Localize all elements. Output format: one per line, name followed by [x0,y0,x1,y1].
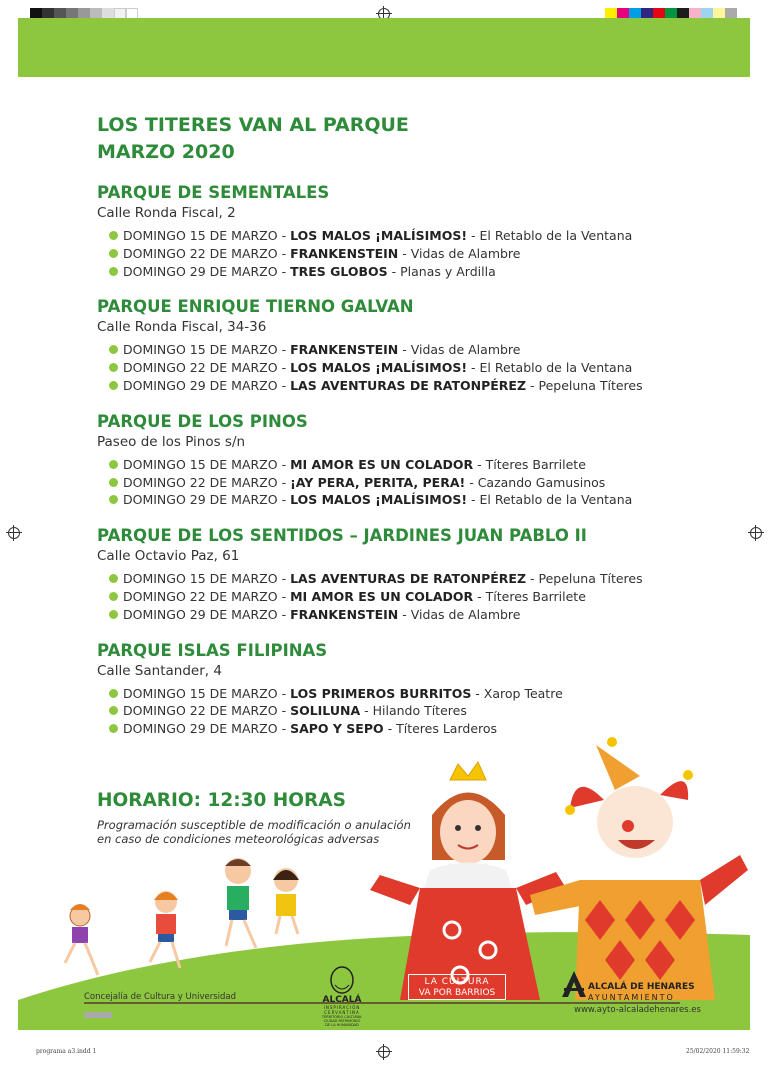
alcala-tag-2: CERVANTINA [324,1010,360,1015]
small-logo [84,1012,112,1018]
park-name: PARQUE DE LOS PINOS [97,411,308,431]
show-date: DOMINGO 15 DE MARZO [123,342,278,358]
show-date: DOMINGO 22 DE MARZO [123,588,278,604]
show-company: Títeres Barrilete [485,456,586,472]
show-item: DOMINGO 15 DE MARZO - LOS PRIMEROS BURRITOS - Xarop Teatre [97,685,717,703]
show-title: FRANKENSTEIN [290,342,399,358]
alcala-word: ALCALÁ [322,995,362,1005]
show-company: Títeres Larderos [396,721,498,737]
show-date: DOMINGO 22 DE MARZO [123,703,278,719]
kid-figure-4 [273,868,299,934]
show-item: DOMINGO 29 DE MARZO - SAPO Y SEPO - Títeres Larderos [97,720,717,738]
show-item: DOMINGO 22 DE MARZO - ¡AY PERA, PERITA, PERA! - Cazando Gamusinos [97,474,717,492]
show-item: DOMINGO 29 DE MARZO - TRES GLOBOS - Planas y Ardilla [97,263,717,281]
show-company: El Retablo de la Ventana [479,228,633,243]
show-date: DOMINGO 29 DE MARZO [123,377,278,393]
show-title: FRANKENSTEIN [290,606,399,622]
alcala-tag-1: INSPIRACIÓN [323,1005,361,1010]
print-slug-file: programa a3.indd 1 [36,1048,97,1055]
show-company: El Retablo de la Ventana [479,492,633,508]
show-date: DOMINGO 29 DE MARZO [123,492,278,508]
park-name: PARQUE ISLAS FILIPINAS [97,640,328,660]
show-item: DOMINGO 15 DE MARZO - FRANKENSTEIN - Vidas de Alambre [97,341,717,359]
show-date: DOMINGO 15 DE MARZO [123,456,278,472]
show-date: DOMINGO 22 DE MARZO [123,245,278,261]
website-link[interactable]: www.ayto-alcaladehenares.es [574,1005,701,1015]
park-address: Calle Octavio Paz, 61 [97,548,240,565]
show-company: Vidas de Alambre [410,606,521,622]
show-title: ¡AY PERA, PERITA, PERA! [290,474,466,490]
show-title: LOS MALOS ¡MALÍSIMOS! [290,228,468,243]
show-title: LOS MALOS ¡MALÍSIMOS! [290,492,468,508]
note-line-2: en caso de condiciones meteorológicas adversas [97,832,380,846]
show-item: DOMINGO 22 DE MARZO - MI AMOR ES UN COLADOR - Títeres Barrilete [97,588,717,606]
show-company: Planas y Ardilla [400,263,496,279]
show-company: Vidas de Alambre [410,245,521,261]
show-company: Vidas de Alambre [410,342,521,358]
show-item: DOMINGO 15 DE MARZO - LAS AVENTURAS DE RATONPÉREZ - Pepeluna Títeres [97,570,717,588]
alcala-inspiracion-logo [318,965,366,1027]
show-item: DOMINGO 29 DE MARZO - LOS MALOS ¡MALÍSIMOS! - El Retablo de la Ventana [97,491,717,509]
show-date: DOMINGO 29 DE MARZO [123,606,278,622]
show-item: DOMINGO 29 DE MARZO - FRANKENSTEIN - Vidas de Alambre [97,606,717,624]
show-title: LOS PRIMEROS BURRITOS [290,685,472,701]
cultura-line-1: LA CULTURA [424,977,490,987]
show-title: LOS MALOS ¡MALÍSIMOS! [290,360,468,376]
schedule-heading: HORARIO: 12:30 HORAS [97,790,346,811]
alcala-tag-5: DE LA HUMANIDAD [325,1023,359,1027]
show-title: LAS AVENTURAS DE RATONPÉREZ [290,571,527,587]
park-name: PARQUE DE LOS SENTIDOS – JARDINES JUAN PABLO II [97,526,587,546]
show-title: SAPO Y SEPO [290,721,384,737]
department-label: Concejalía de Cultura y Universidad [84,992,237,1002]
kid-figure-2 [150,891,180,968]
show-company: Títeres Barrilete [485,588,586,604]
show-title: MI AMOR ES UN COLADOR [290,456,474,472]
show-company: Hilando Títeres [372,703,467,719]
kid-figure-3 [225,858,256,948]
park-name: PARQUE ENRIQUE TIERNO GALVAN [97,297,414,317]
cervantes-face-icon [328,965,356,995]
alcala-tag-4: CIUDAD PATRIMONIO [323,1019,361,1023]
ayto-sub: AYUNTAMIENTO [588,993,675,1002]
show-date: DOMINGO 15 DE MARZO [123,685,278,701]
kid-figure-1 [65,904,98,975]
show-title: FRANKENSTEIN [290,245,399,261]
show-company: Pepeluna Títeres [538,377,643,393]
show-date: DOMINGO 29 DE MARZO [123,263,278,279]
show-company: Cazando Gamusinos [477,474,606,490]
title-line-2: MARZO 2020 [97,141,235,163]
show-date: DOMINGO 15 DE MARZO [123,571,278,587]
park-address: Calle Ronda Fiscal, 34-36 [97,319,267,336]
show-item: DOMINGO 22 DE MARZO - SOLILUNA - Hilando Títeres [97,702,717,720]
show-company: Pepeluna Títeres [538,571,643,587]
alcala-tag-3: TERRITORIO CULTURAL [321,1015,363,1019]
schedule-note [97,818,437,846]
show-title: MI AMOR ES UN COLADOR [290,588,474,604]
park-address: Calle Santander, 4 [97,662,222,679]
show-item: DOMINGO 15 DE MARZO - MI AMOR ES UN COLADOR - Títeres Barrilete [97,456,717,474]
park-name: PARQUE DE SEMENTALES [97,183,330,202]
show-item: DOMINGO 29 DE MARZO - LAS AVENTURAS DE RATONPÉREZ - Pepeluna Títeres [97,377,717,395]
ayuntamiento-a-icon [560,970,588,998]
show-title: TRES GLOBOS [290,263,388,279]
show-title: LAS AVENTURAS DE RATONPÉREZ [290,377,527,393]
show-item: DOMINGO 22 DE MARZO - LOS MALOS ¡MALÍSIMOS! - El Retablo de la Ventana [97,359,717,377]
park-address: Paseo de los Pinos s/n [97,433,246,450]
show-item: DOMINGO 22 DE MARZO - FRANKENSTEIN - Vidas de Alambre [97,245,717,263]
show-date: DOMINGO 15 DE MARZO [123,228,278,243]
note-line-1: Programación susceptible de modificación o anulación [97,818,411,832]
park-address: Calle Ronda Fiscal, 2 [97,205,236,221]
show-company: Xarop Teatre [483,685,563,701]
cultura-line-2: VA POR BARRIOS [418,988,496,998]
show-date: DOMINGO 22 DE MARZO [123,360,278,376]
title-line-1: LOS TITERES VAN AL PARQUE [97,114,409,136]
cultura-barrios-logo [408,974,506,1000]
show-title: SOLILUNA [290,703,361,719]
ayto-name: ALCALÁ DE HENARES [588,982,695,992]
show-date: DOMINGO 22 DE MARZO [123,474,278,490]
show-date: DOMINGO 29 DE MARZO [123,721,278,737]
show-company: El Retablo de la Ventana [479,360,633,376]
show-item: DOMINGO 15 DE MARZO - LOS MALOS ¡MALÍSIMOS! - El Retablo de la Ventana [97,227,717,245]
print-slug-date: 25/02/2020 11:59:32 [686,1048,750,1055]
